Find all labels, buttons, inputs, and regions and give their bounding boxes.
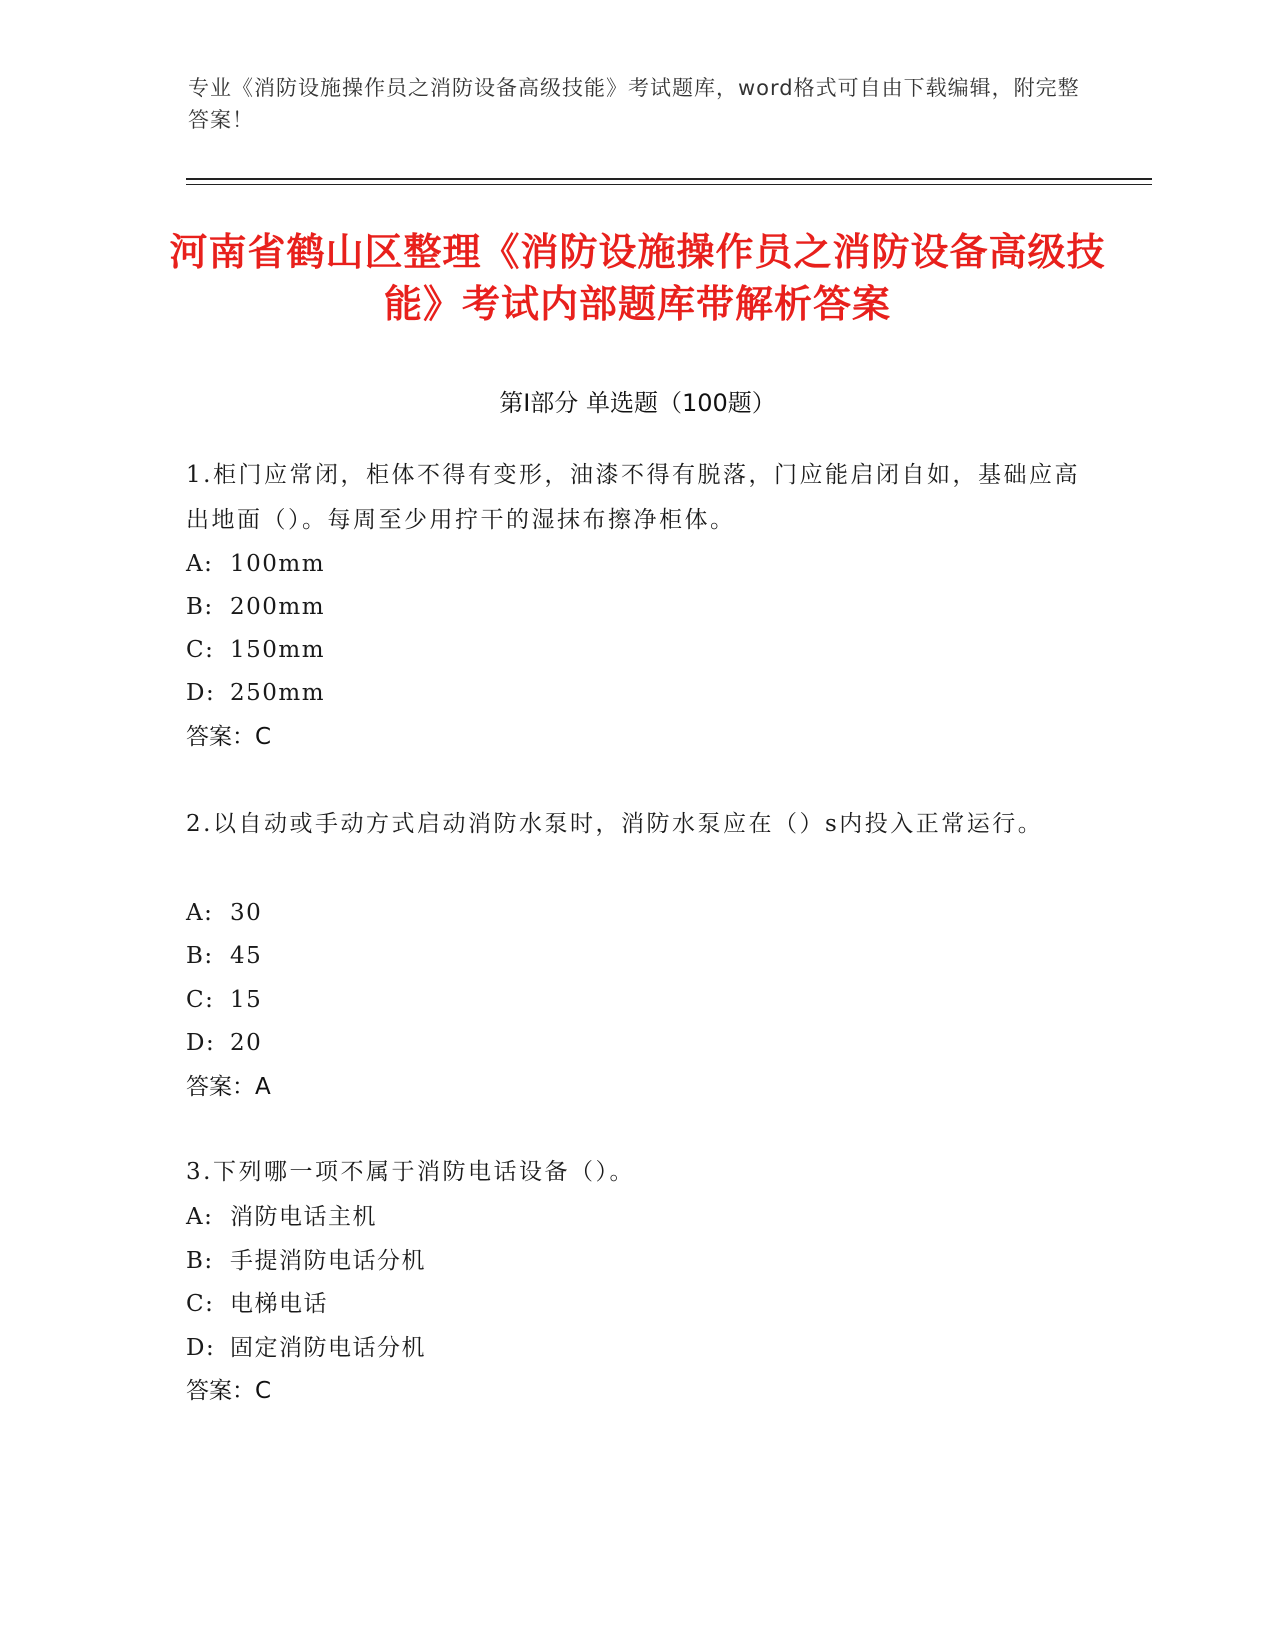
option-text: 30 — [230, 900, 263, 926]
question-1-answer: 答案：C — [186, 724, 272, 750]
question-2-option-d — [186, 1026, 262, 1060]
option-text: 200mm — [230, 594, 326, 620]
option-letter: A: — [186, 900, 214, 926]
option-letter: A: — [186, 551, 214, 577]
document-title: 河南省鹤山区整理《消防设施操作员之消防设备高级技能》考试内部题库带解析答案 — [169, 230, 1106, 326]
option-text: 消防电话主机 — [230, 1204, 377, 1230]
question-1-option-d — [186, 676, 325, 710]
option-letter: A: — [186, 1204, 214, 1230]
option-text: 20 — [230, 1030, 263, 1056]
option-letter: B: — [186, 943, 214, 969]
question-1-option-b — [186, 590, 325, 624]
question-1-option-a — [186, 547, 325, 581]
question-3-option-b — [186, 1244, 426, 1278]
option-letter: D: — [186, 680, 216, 706]
question-2-stem: 2.以自动或手动方式启动消防水泵时，消防水泵应在（）s内投入正常运行。 — [186, 811, 1044, 837]
question-1-stem: 1.柜门应常闭，柜体不得有变形，油漆不得有脱落，门应能启闭自如，基础应高出地面（）。每周至少用拧干的湿抹布擦净柜体。 — [186, 462, 1080, 533]
question-2-option-a — [186, 896, 262, 930]
question-3-option-c — [186, 1287, 328, 1321]
option-text: 固定消防电话分机 — [230, 1335, 426, 1361]
header-note: 专业《消防设施操作员之消防设备高级技能》考试题库，word格式可自由下载编辑，附完整答案！ — [188, 76, 1080, 132]
option-letter: B: — [186, 1248, 214, 1274]
option-text: 150mm — [230, 637, 326, 663]
option-letter: C: — [186, 987, 215, 1013]
question-3-stem: 3.下列哪一项不属于消防电话设备（）。 — [186, 1159, 635, 1185]
option-text: 250mm — [230, 680, 326, 706]
question-2-answer: 答案：A — [186, 1074, 271, 1100]
header-divider-thin — [186, 184, 1152, 185]
option-text: 15 — [230, 987, 263, 1013]
option-text: 45 — [230, 943, 263, 969]
option-text: 100mm — [230, 551, 326, 577]
option-text: 电梯电话 — [230, 1291, 328, 1317]
option-letter: D: — [186, 1335, 216, 1361]
question-1-option-c — [186, 633, 325, 667]
question-3-option-d — [186, 1331, 426, 1365]
question-3-option-a — [186, 1200, 377, 1234]
option-letter: D: — [186, 1030, 216, 1056]
question-2-option-b — [186, 939, 262, 973]
question-3-answer: 答案：C — [186, 1378, 272, 1404]
section-heading: 第Ⅰ部分 单选题（100题） — [499, 389, 776, 417]
question-2-option-c — [186, 983, 262, 1017]
option-text: 手提消防电话分机 — [230, 1248, 426, 1274]
header-divider-thick — [186, 178, 1152, 180]
option-letter: C: — [186, 1291, 215, 1317]
option-letter: B: — [186, 594, 214, 620]
option-letter: C: — [186, 637, 215, 663]
